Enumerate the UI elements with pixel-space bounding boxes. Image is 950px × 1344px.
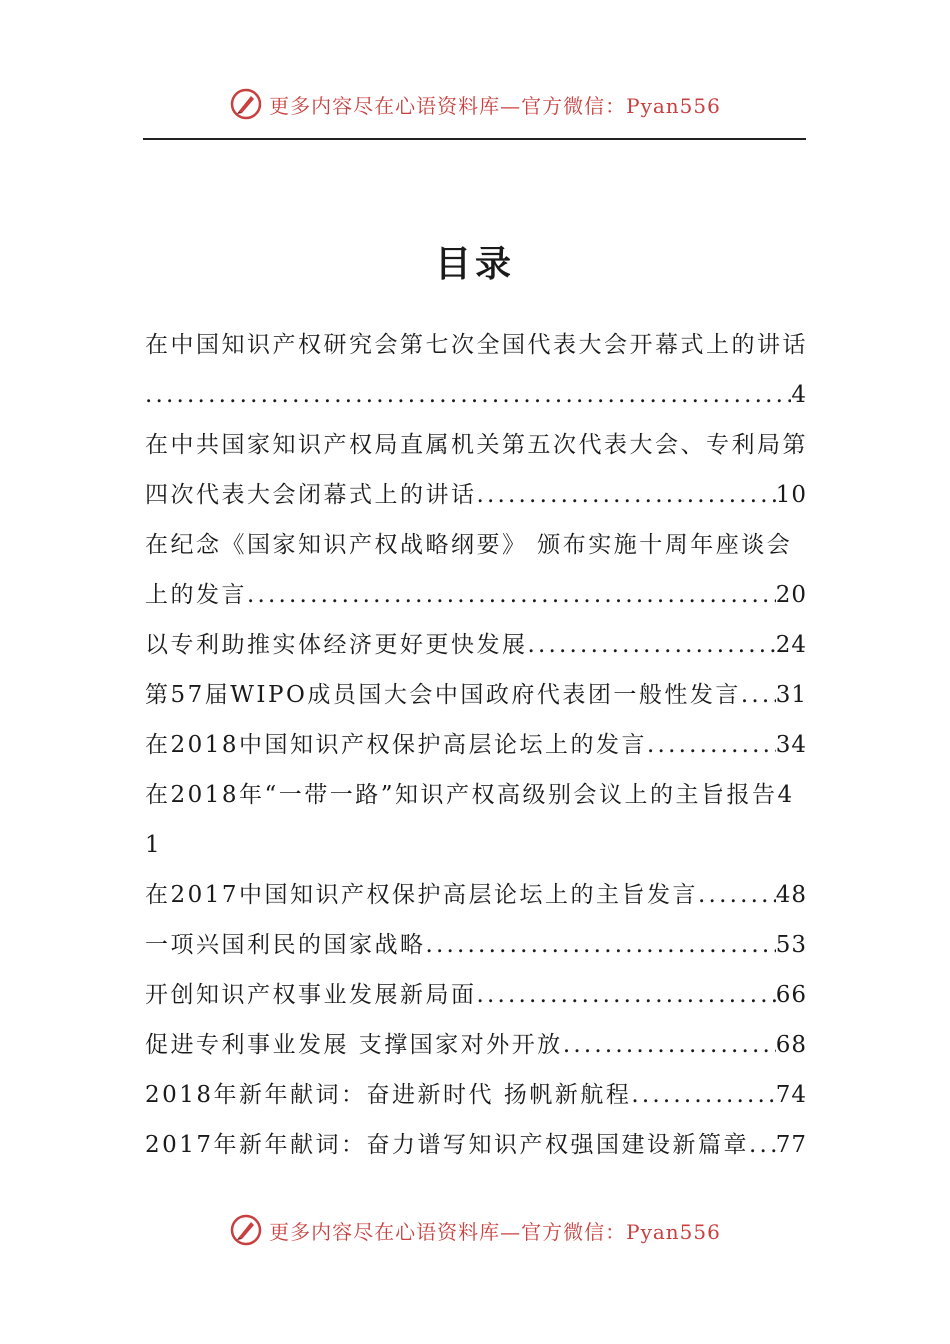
toc-entry[interactable] <box>145 520 807 570</box>
toc-entry-page: 20 <box>775 582 807 608</box>
toc-entry[interactable] <box>145 770 807 820</box>
toc-entry-title: 在纪念《国家知识产权战略纲要》 颁布实施十周年座谈会 <box>145 532 793 558</box>
toc-entry-page: 53 <box>775 932 807 958</box>
toc-entry-title: 第57届WIPO成员国大会中国政府代表团一般性发言 <box>145 682 741 708</box>
toc-entry-page: 74 <box>775 1082 807 1108</box>
toc-entry[interactable] <box>145 670 807 720</box>
toc-entry-continuation[interactable] <box>145 820 807 870</box>
toc-entry-title: 在2017中国知识产权保护高层论坛上的主旨发言 <box>145 882 699 908</box>
toc-entry-page: 31 <box>775 682 807 708</box>
footer-banner <box>0 1210 950 1250</box>
toc-entry-page: 10 <box>775 482 807 508</box>
toc-dot-leader <box>528 620 776 670</box>
toc-dot-leader <box>749 1120 776 1170</box>
toc-entry-title-cont: 1 <box>145 832 163 858</box>
toc-dot-leader <box>477 970 776 1020</box>
toc-entry-title: 2017年新年献词：奋力谱写知识产权强国建设新篇章 <box>145 1132 750 1158</box>
toc-dot-leader <box>477 470 776 520</box>
header-divider <box>143 138 806 140</box>
toc-dot-leader <box>698 870 776 920</box>
toc-dot-leader <box>145 370 791 420</box>
pen-logo-icon <box>229 1213 263 1247</box>
toc-entry[interactable] <box>145 420 807 470</box>
toc-entry-title: 一项兴国利民的国家战略 <box>145 932 426 958</box>
toc-entry[interactable] <box>145 970 807 1020</box>
toc-entry-title: 促进专利事业发展 支撑国家对外开放 <box>145 1032 563 1058</box>
toc-entry[interactable] <box>145 620 807 670</box>
toc-entry-page: 77 <box>775 1132 807 1158</box>
toc-entry[interactable] <box>145 920 807 970</box>
toc-entry-title: 以专利助推实体经济更好更快发展 <box>145 632 528 658</box>
toc-entry-page: 66 <box>775 982 807 1008</box>
toc-entry-title: 在2018中国知识产权保护高层论坛上的发言 <box>145 732 648 758</box>
toc-entry[interactable] <box>145 320 807 370</box>
toc-dot-leader <box>741 670 776 720</box>
toc-entry-title: 2018年新年献词：奋进新时代 扬帆新航程 <box>145 1082 632 1108</box>
toc-dot-leader <box>426 920 776 970</box>
toc-dot-leader <box>247 570 776 620</box>
footer-banner-text: 更多内容尽在心语资料库—官方微信：Pyan556 <box>269 1219 721 1244</box>
toc-entry-title: 开创知识产权事业发展新局面 <box>145 982 477 1008</box>
toc-entry-page: 34 <box>775 732 807 758</box>
toc-entry-leader[interactable] <box>145 370 807 420</box>
page-title: 目录 <box>434 244 515 285</box>
toc-entry-page: 48 <box>775 882 807 908</box>
toc-entry[interactable] <box>145 1020 807 1070</box>
toc-entry-page: 24 <box>775 632 807 658</box>
toc-entry-page: 68 <box>775 1032 807 1058</box>
toc-entry-title: 在2018年“一带一路”知识产权高级别会议上的主旨报告4 <box>145 782 795 808</box>
pen-logo-icon <box>229 87 263 121</box>
toc-entry[interactable] <box>145 1070 807 1120</box>
toc-entry[interactable] <box>145 1120 807 1170</box>
toc-entry[interactable] <box>145 870 807 920</box>
toc-entry-title-cont: 四次代表大会闭幕式上的讲话 <box>145 482 477 508</box>
table-of-contents <box>145 320 807 1170</box>
toc-entry-page: 4 <box>791 382 807 408</box>
toc-entry-continuation[interactable] <box>145 570 807 620</box>
header-banner-text: 更多内容尽在心语资料库—官方微信：Pyan556 <box>269 93 721 118</box>
toc-entry-title: 在中共国家知识产权局直属机关第五次代表大会、专利局第 <box>145 432 808 458</box>
toc-dot-leader <box>631 1070 775 1120</box>
toc-dot-leader <box>563 1020 776 1070</box>
toc-entry[interactable] <box>145 720 807 770</box>
toc-entry-title-cont: 上的发言 <box>145 582 247 608</box>
toc-entry-title: 在中国知识产权研究会第七次全国代表大会开幕式上的讲话 <box>145 332 808 358</box>
toc-entry-continuation[interactable] <box>145 470 807 520</box>
toc-dot-leader <box>647 720 776 770</box>
header-banner <box>0 84 950 124</box>
